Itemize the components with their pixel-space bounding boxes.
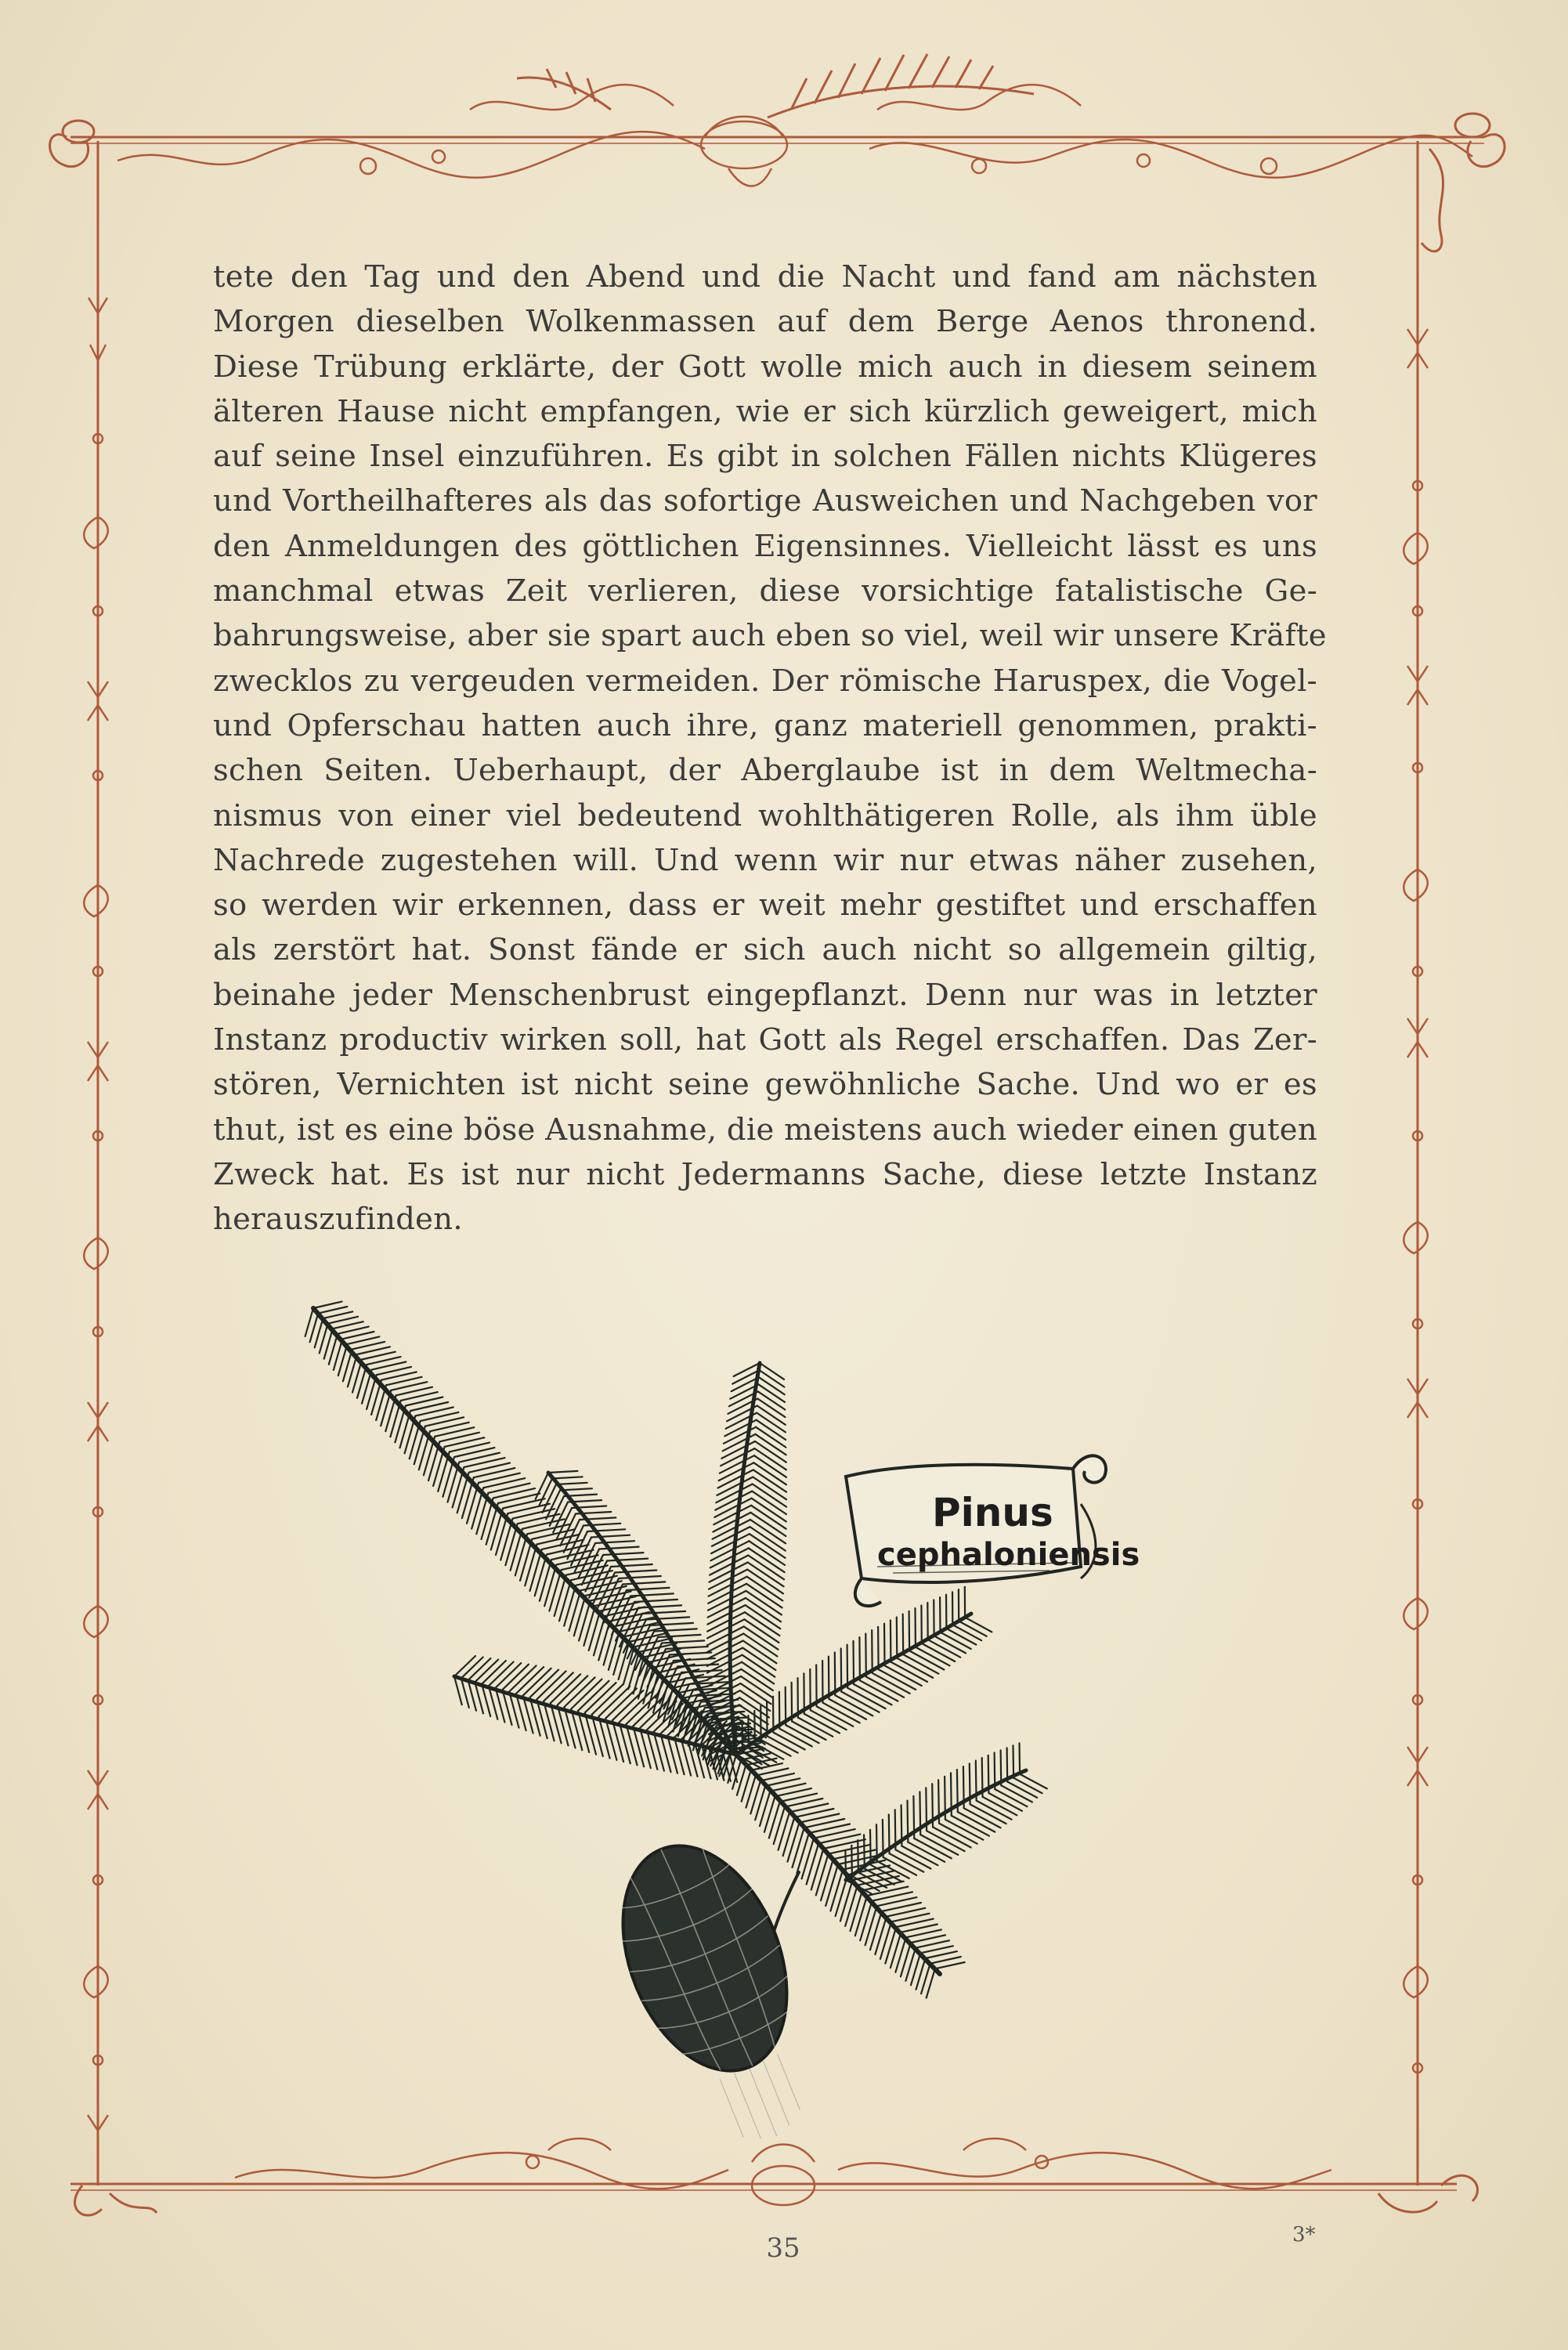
text-line: zwecklos zu vergeuden vermeiden. Der römische Haruspex, die Vogel- bbox=[213, 663, 1317, 699]
label-species: cephaloniensis bbox=[877, 1537, 1140, 1573]
text-line: so werden wir erkennen, dass er weit mehr gestiftet und erschaffen bbox=[213, 888, 1317, 924]
text-line: den Anmeldungen des göttlichen Eigensinnes. Vielleicht lässt es uns bbox=[213, 528, 1317, 564]
text-line: Diese Trübung erklärte, der Gott wolle mich auch in diesem seinem bbox=[213, 349, 1317, 385]
pine-cone bbox=[592, 1821, 846, 2162]
text-line: herauszufinden. bbox=[213, 1202, 463, 1238]
text-line: Morgen dieselben Wolkenmassen auf dem Berge Aenos thronend. bbox=[213, 304, 1317, 340]
text-line: älteren Hause nicht empfangen, wie er sich kürzlich geweigert, mich bbox=[213, 393, 1317, 429]
text-line: beinahe jeder Menschenbrust eingepflanzt. Denn nur was in letzter bbox=[213, 977, 1317, 1013]
text-line: nismus von einer viel bedeutend wohlthätigeren Rolle, als ihm üble bbox=[213, 797, 1317, 833]
text-line: Nachrede zugestehen will. Und wenn wir nur etwas näher zusehen, bbox=[213, 842, 1317, 878]
body-text bbox=[213, 255, 1327, 1242]
text-line: thut, ist es eine böse Ausnahme, die meistens auch wieder einen guten bbox=[213, 1112, 1317, 1148]
text-line: manchmal etwas Zeit verlieren, diese vorsichtige fatalistische Ge- bbox=[213, 573, 1317, 609]
text-line: als zerstört hat. Sonst fände er sich auch nicht so allgemein giltig, bbox=[213, 932, 1317, 968]
right-side-ornaments bbox=[1404, 329, 1428, 2073]
top-fern-spray bbox=[517, 54, 1034, 118]
label-genus: Pinus bbox=[932, 1490, 1053, 1535]
text-line: stören, Vernichten ist nicht seine gewöhnliche Sache. Und wo er es bbox=[213, 1067, 1317, 1103]
text-line: und Vortheilhafteres als das sofortige Ausweichen und Nachgeben vor bbox=[213, 483, 1317, 519]
signature-mark: 3* bbox=[1292, 2223, 1316, 2247]
text-line: bahrungsweise, aber sie spart auch eben so viel, weil wir unsere Kräfte bbox=[213, 618, 1327, 654]
text-line: tete den Tag und den Abend und die Nacht und fand am nächsten bbox=[213, 259, 1317, 295]
text-line: Zweck hat. Es ist nur nicht Jedermanns Sache, diese letzte Instanz bbox=[213, 1156, 1317, 1192]
text-line: auf seine Insel einzuführen. Es gibt in solchen Fällen nichts Klügeres bbox=[213, 439, 1317, 475]
text-line: Instanz productiv wirken soll, hat Gott als Regel erschaffen. Das Zer- bbox=[213, 1022, 1317, 1058]
page-number: 35 bbox=[766, 2232, 800, 2264]
text-line: schen Seiten. Ueberhaupt, der Aberglaube ist in dem Weltmecha- bbox=[213, 753, 1317, 789]
left-side-ornaments bbox=[84, 298, 108, 2131]
scroll-label bbox=[846, 1455, 1140, 1606]
fir-branch-illustration bbox=[298, 1269, 1206, 2162]
text-line: und Opferschau hatten auch ihre, ganz materiell genommen, prakti- bbox=[213, 707, 1317, 743]
